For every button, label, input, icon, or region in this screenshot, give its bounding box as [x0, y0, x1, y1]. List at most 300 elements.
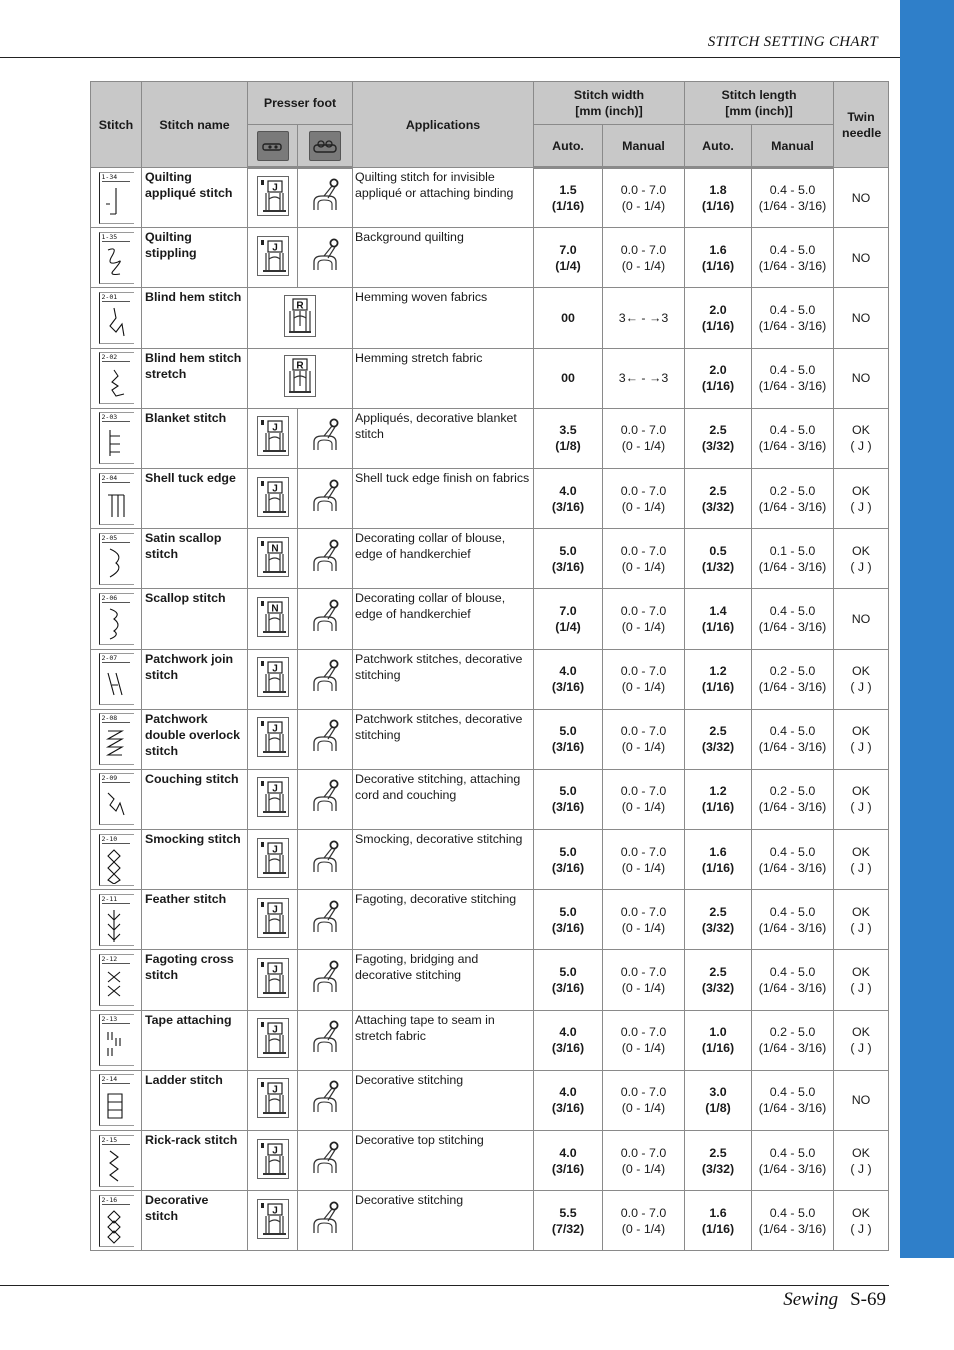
table-row	[91, 168, 889, 228]
stitch-code: 2-05	[101, 533, 118, 542]
table-row	[91, 769, 889, 829]
stitch-cell	[91, 228, 142, 288]
length-manual: 0.2 - 5.0 (1/64 - 3/16)	[752, 649, 834, 709]
twin-needle: OK ( J )	[834, 649, 889, 709]
stitch-pattern-icon	[104, 906, 128, 944]
width-auto: 5.0 (3/16)	[534, 830, 603, 890]
width-auto: 5.0 (3/16)	[534, 709, 603, 769]
presser-foot-o-icon	[308, 1139, 342, 1179]
stitch-pattern-icon	[104, 665, 128, 703]
presser-foot-j-icon	[257, 838, 289, 878]
presser-foot-o-icon	[308, 898, 342, 938]
presser-foot-j-icon	[257, 1078, 289, 1118]
stitch-code: 2-16	[101, 1195, 118, 1204]
svg-text:J: J	[271, 844, 278, 856]
width-auto: 7.0 (1/4)	[534, 228, 603, 288]
stitch-cell	[91, 769, 142, 829]
stitch-pattern-icon	[104, 485, 128, 523]
header-divider	[0, 57, 900, 58]
stitch-name: Blind hem stitch	[142, 288, 248, 348]
width-manual: 0.0 - 7.0 (0 - 1/4)	[603, 1191, 685, 1251]
stitch-icon	[99, 773, 134, 825]
stitch-pattern-icon	[104, 966, 128, 1004]
application-text: Fagoting, bridging and decorative stitching	[353, 950, 534, 1010]
width-auto: 00	[534, 348, 603, 408]
length-manual: 0.1 - 5.0 (1/64 - 3/16)	[752, 529, 834, 589]
presser-foot-cell	[298, 769, 353, 829]
length-manual: 0.4 - 5.0 (1/64 - 3/16)	[752, 950, 834, 1010]
svg-text:J: J	[271, 964, 278, 976]
presser-foot-o-icon	[308, 838, 342, 878]
application-text: Fagoting, decorative stitching	[353, 890, 534, 950]
table-row	[91, 1010, 889, 1070]
presser-foot-cell	[248, 890, 298, 950]
twin-needle: NO	[834, 589, 889, 649]
table-row	[91, 589, 889, 649]
svg-text:R: R	[296, 300, 304, 312]
footer-section: Sewing	[783, 1289, 839, 1310]
stitch-icon	[99, 834, 134, 886]
presser-foot-o-icon	[308, 1018, 342, 1058]
length-auto: 1.4 (1/16)	[685, 589, 752, 649]
width-manual: 0.0 - 7.0 (0 - 1/4)	[603, 468, 685, 528]
presser-foot-cell	[248, 1070, 298, 1130]
presser-foot-cell	[248, 288, 353, 348]
twin-needle: OK ( J )	[834, 468, 889, 528]
application-text: Decorative top stitching	[353, 1131, 534, 1191]
header-foot-icon-2	[298, 125, 353, 168]
stitch-name: Blanket stitch	[142, 408, 248, 468]
presser-foot-o-icon	[308, 717, 342, 757]
width-manual: 0.0 - 7.0 (0 - 1/4)	[603, 1070, 685, 1130]
application-text: Decorative stitching	[353, 1070, 534, 1130]
presser-foot-o-icon	[308, 958, 342, 998]
header-stitch-length: Stitch length [mm (inch)]	[685, 82, 834, 125]
svg-text:N: N	[270, 543, 279, 555]
table-row	[91, 890, 889, 950]
presser-foot-o-icon	[308, 236, 342, 276]
stitch-code: 2-01	[101, 292, 118, 301]
svg-text:R: R	[296, 360, 304, 372]
table-row	[91, 1070, 889, 1130]
stitch-icon	[99, 292, 134, 344]
length-auto: 3.0 (1/8)	[685, 1070, 752, 1130]
width-auto: 7.0 (1/4)	[534, 589, 603, 649]
header-foot-icon-1	[248, 125, 298, 168]
stitch-code: 2-08	[101, 714, 118, 723]
stitch-cell	[91, 589, 142, 649]
presser-foot-j-icon	[257, 958, 289, 998]
presser-foot-walking-icon	[309, 131, 341, 161]
stitch-icon	[99, 533, 134, 585]
stitch-code: 2-10	[101, 834, 118, 843]
stitch-code: 2-07	[101, 654, 118, 663]
stitch-code: 2-06	[101, 593, 118, 602]
width-manual: 0.0 - 7.0 (0 - 1/4)	[603, 228, 685, 288]
twin-needle: OK ( J )	[834, 830, 889, 890]
length-manual: 0.4 - 5.0 (1/64 - 3/16)	[752, 168, 834, 228]
stitch-code: 2-03	[101, 413, 118, 422]
stitch-icon	[99, 1074, 134, 1126]
length-manual: 0.4 - 5.0 (1/64 - 3/16)	[752, 1131, 834, 1191]
footer-divider	[0, 1285, 889, 1286]
presser-foot-cell	[298, 168, 353, 228]
presser-foot-attach-icon	[257, 131, 289, 161]
presser-foot-cell	[248, 468, 298, 528]
stitch-code: 2-15	[101, 1135, 118, 1144]
application-text: Shell tuck edge finish on fabrics	[353, 468, 534, 528]
stitch-name: Satin scallop stitch	[142, 529, 248, 589]
stitch-cell	[91, 1191, 142, 1251]
stitch-pattern-icon	[104, 846, 128, 884]
header-width-auto: Auto.	[534, 125, 603, 168]
width-auto: 5.0 (3/16)	[534, 950, 603, 1010]
presser-foot-cell	[298, 589, 353, 649]
width-manual: 0.0 - 7.0 (0 - 1/4)	[603, 589, 685, 649]
presser-foot-o-icon	[308, 1078, 342, 1118]
length-auto: 2.5 (3/32)	[685, 950, 752, 1010]
stitch-cell	[91, 529, 142, 589]
header-twin-needle: Twin needle	[834, 82, 889, 168]
presser-foot-cell	[298, 468, 353, 528]
width-manual: 0.0 - 7.0 (0 - 1/4)	[603, 890, 685, 950]
header-width-manual: Manual	[603, 125, 685, 168]
length-auto: 1.6 (1/16)	[685, 830, 752, 890]
width-manual: 0.0 - 7.0 (0 - 1/4)	[603, 1131, 685, 1191]
stitch-cell	[91, 168, 142, 228]
width-manual: 0.0 - 7.0 (0 - 1/4)	[603, 408, 685, 468]
width-auto: 4.0 (3/16)	[534, 1131, 603, 1191]
presser-foot-cell	[248, 348, 353, 408]
presser-foot-cell	[248, 649, 298, 709]
header-length-auto: Auto.	[685, 125, 752, 168]
length-auto: 1.6 (1/16)	[685, 1191, 752, 1251]
length-auto: 1.2 (1/16)	[685, 649, 752, 709]
stitch-pattern-icon	[104, 364, 128, 402]
table-row	[91, 709, 889, 769]
presser-foot-cell	[248, 589, 298, 649]
presser-foot-j-icon	[257, 236, 289, 276]
svg-text:J: J	[271, 422, 278, 434]
width-auto: 4.0 (3/16)	[534, 1070, 603, 1130]
stitch-name: Tape attaching	[142, 1010, 248, 1070]
stitch-pattern-icon	[104, 1026, 128, 1064]
application-text: Decorating collar of blouse, edge of handkerchief	[353, 589, 534, 649]
presser-foot-cell	[298, 1070, 353, 1130]
length-auto: 1.8 (1/16)	[685, 168, 752, 228]
table-row	[91, 408, 889, 468]
svg-text:J: J	[271, 1205, 278, 1217]
presser-foot-cell	[248, 769, 298, 829]
presser-foot-j-icon	[257, 176, 289, 216]
stitch-code: 2-02	[101, 353, 118, 362]
svg-text:J: J	[271, 483, 278, 495]
twin-needle: OK ( J )	[834, 1010, 889, 1070]
stitch-name: Smocking stitch	[142, 830, 248, 890]
stitch-code: 2-09	[101, 774, 118, 783]
svg-text:J: J	[271, 1145, 278, 1157]
presser-foot-cell	[248, 1191, 298, 1251]
presser-foot-j-icon	[257, 717, 289, 757]
length-manual: 0.4 - 5.0 (1/64 - 3/16)	[752, 288, 834, 348]
header-stitch-width: Stitch width [mm (inch)]	[534, 82, 685, 125]
stitch-cell	[91, 348, 142, 408]
presser-foot-j-icon	[257, 777, 289, 817]
length-manual: 0.2 - 5.0 (1/64 - 3/16)	[752, 1010, 834, 1070]
presser-foot-cell	[248, 1131, 298, 1191]
width-auto: 4.0 (3/16)	[534, 649, 603, 709]
length-manual: 0.4 - 5.0 (1/64 - 3/16)	[752, 228, 834, 288]
application-text: Background quilting	[353, 228, 534, 288]
svg-text:J: J	[271, 783, 278, 795]
presser-foot-o-icon	[308, 477, 342, 517]
stitch-pattern-icon	[104, 1086, 128, 1124]
presser-foot-o-icon	[308, 597, 342, 637]
length-auto: 2.5 (3/32)	[685, 890, 752, 950]
application-text: Patchwork stitches, decorative stitching	[353, 649, 534, 709]
page-number: S-69	[850, 1289, 886, 1310]
twin-needle: OK ( J )	[834, 1131, 889, 1191]
application-text: Hemming woven fabrics	[353, 288, 534, 348]
presser-foot-j-icon	[257, 898, 289, 938]
width-manual: 0.0 - 7.0 (0 - 1/4)	[603, 529, 685, 589]
presser-foot-o-icon	[308, 657, 342, 697]
stitch-icon	[99, 232, 134, 284]
application-text: Hemming stretch fabric	[353, 348, 534, 408]
width-manual: 0.0 - 7.0 (0 - 1/4)	[603, 709, 685, 769]
stitch-pattern-icon	[104, 304, 128, 342]
svg-text:J: J	[271, 242, 278, 254]
stitch-icon	[99, 473, 134, 525]
svg-text:J: J	[271, 904, 278, 916]
stitch-icon	[99, 1195, 134, 1247]
stitch-icon	[99, 1014, 134, 1066]
width-auto: 4.0 (3/16)	[534, 468, 603, 528]
stitch-icon	[99, 713, 134, 765]
length-manual: 0.4 - 5.0 (1/64 - 3/16)	[752, 348, 834, 408]
stitch-pattern-icon	[104, 424, 128, 462]
length-manual: 0.2 - 5.0 (1/64 - 3/16)	[752, 468, 834, 528]
presser-foot-o-icon	[308, 176, 342, 216]
stitch-cell	[91, 830, 142, 890]
table-row	[91, 228, 889, 288]
table-row	[91, 649, 889, 709]
length-auto: 2.5 (3/32)	[685, 468, 752, 528]
twin-needle: OK ( J )	[834, 529, 889, 589]
length-manual: 0.4 - 5.0 (1/64 - 3/16)	[752, 1191, 834, 1251]
presser-foot-j-icon	[257, 1139, 289, 1179]
stitch-name: Quilting appliqué stitch	[142, 168, 248, 228]
presser-foot-cell	[298, 1131, 353, 1191]
stitch-cell	[91, 468, 142, 528]
svg-text:J: J	[271, 723, 278, 735]
stitch-cell	[91, 709, 142, 769]
header-applications: Applications	[353, 82, 534, 168]
stitch-code: 2-12	[101, 955, 118, 964]
stitch-name: Couching stitch	[142, 769, 248, 829]
application-text: Appliqués, decorative blanket stitch	[353, 408, 534, 468]
presser-foot-cell	[298, 1191, 353, 1251]
table-row	[91, 348, 889, 408]
application-text: Attaching tape to seam in stretch fabric	[353, 1010, 534, 1070]
width-manual: 3← - →3	[603, 348, 685, 408]
presser-foot-cell	[248, 830, 298, 890]
width-auto: 5.0 (3/16)	[534, 890, 603, 950]
svg-text:J: J	[271, 1024, 278, 1036]
length-auto: 1.6 (1/16)	[685, 228, 752, 288]
length-auto: 2.5 (3/32)	[685, 709, 752, 769]
presser-foot-j-icon	[257, 1199, 289, 1239]
stitch-icon	[99, 894, 134, 946]
length-manual: 0.4 - 5.0 (1/64 - 3/16)	[752, 1070, 834, 1130]
presser-foot-cell	[248, 529, 298, 589]
presser-foot-cell	[248, 950, 298, 1010]
presser-foot-j-icon	[257, 477, 289, 517]
length-manual: 0.4 - 5.0 (1/64 - 3/16)	[752, 709, 834, 769]
stitch-icon	[99, 593, 134, 645]
width-manual: 0.0 - 7.0 (0 - 1/4)	[603, 168, 685, 228]
stitch-code: 2-14	[101, 1075, 118, 1084]
length-auto: 2.0 (1/16)	[685, 288, 752, 348]
stitch-name: Ladder stitch	[142, 1070, 248, 1130]
header-length-manual: Manual	[752, 125, 834, 168]
page-header-title: STITCH SETTING CHART	[707, 34, 878, 50]
twin-needle: NO	[834, 348, 889, 408]
presser-foot-cell	[298, 1010, 353, 1070]
table-row	[91, 950, 889, 1010]
presser-foot-o-icon	[308, 1199, 342, 1239]
presser-foot-cell	[298, 950, 353, 1010]
stitch-pattern-icon	[104, 184, 128, 222]
stitch-cell	[91, 1010, 142, 1070]
width-auto: 00	[534, 288, 603, 348]
stitch-cell	[91, 1070, 142, 1130]
width-manual: 0.0 - 7.0 (0 - 1/4)	[603, 649, 685, 709]
presser-foot-j-icon	[257, 657, 289, 697]
presser-foot-j-icon	[257, 1018, 289, 1058]
length-auto: 1.0 (1/16)	[685, 1010, 752, 1070]
presser-foot-o-icon	[308, 416, 342, 456]
stitch-name: Fagoting cross stitch	[142, 950, 248, 1010]
twin-needle: NO	[834, 168, 889, 228]
svg-text:J: J	[271, 663, 278, 675]
stitch-pattern-icon	[104, 244, 128, 282]
stitch-name: Patchwork join stitch	[142, 649, 248, 709]
stitch-pattern-icon	[104, 545, 128, 583]
stitch-code: 2-13	[101, 1015, 118, 1024]
presser-foot-j-icon	[257, 416, 289, 456]
application-text: Quilting stitch for invisible appliqué or attaching binding	[353, 168, 534, 228]
stitch-pattern-icon	[104, 725, 128, 763]
width-auto: 5.0 (3/16)	[534, 769, 603, 829]
stitch-cell	[91, 649, 142, 709]
stitch-cell	[91, 288, 142, 348]
header-presser-foot: Presser foot	[248, 82, 353, 125]
twin-needle: OK ( J )	[834, 1191, 889, 1251]
presser-foot-r-icon	[284, 355, 316, 397]
presser-foot-o-icon	[308, 777, 342, 817]
width-auto: 5.0 (3/16)	[534, 529, 603, 589]
table-body	[91, 168, 889, 1251]
presser-foot-cell	[248, 1010, 298, 1070]
table-row	[91, 529, 889, 589]
presser-foot-cell	[298, 529, 353, 589]
stitch-name: Blind hem stitch stretch	[142, 348, 248, 408]
length-auto: 2.5 (3/32)	[685, 1131, 752, 1191]
twin-needle: NO	[834, 288, 889, 348]
stitch-code: 1-34	[101, 172, 118, 181]
length-manual: 0.2 - 5.0 (1/64 - 3/16)	[752, 769, 834, 829]
width-auto: 1.5 (1/16)	[534, 168, 603, 228]
presser-foot-cell	[298, 408, 353, 468]
twin-needle: OK ( J )	[834, 709, 889, 769]
table-row	[91, 288, 889, 348]
length-auto: 2.0 (1/16)	[685, 348, 752, 408]
twin-needle: NO	[834, 228, 889, 288]
stitch-setting-table	[90, 81, 889, 1251]
presser-foot-n-icon	[257, 537, 289, 577]
application-text: Decorating collar of blouse, edge of handkerchief	[353, 529, 534, 589]
stitch-icon	[99, 172, 134, 224]
presser-foot-cell	[298, 709, 353, 769]
page-footer	[783, 1289, 886, 1311]
header-stitch: Stitch	[91, 82, 142, 168]
stitch-pattern-icon	[104, 785, 128, 823]
presser-foot-cell	[298, 830, 353, 890]
length-manual: 0.4 - 5.0 (1/64 - 3/16)	[752, 408, 834, 468]
stitch-icon	[99, 653, 134, 705]
stitch-icon	[99, 954, 134, 1006]
table-row	[91, 1191, 889, 1251]
stitch-cell	[91, 890, 142, 950]
twin-needle: OK ( J )	[834, 950, 889, 1010]
stitch-name: Patchwork double overlock stitch	[142, 709, 248, 769]
section-side-tab	[900, 0, 954, 1258]
width-manual: 3← - →3	[603, 288, 685, 348]
length-auto: 1.2 (1/16)	[685, 769, 752, 829]
svg-text:N: N	[270, 603, 279, 615]
width-manual: 0.0 - 7.0 (0 - 1/4)	[603, 1010, 685, 1070]
presser-foot-r-icon	[284, 295, 316, 337]
stitch-icon	[99, 352, 134, 404]
presser-foot-cell	[248, 709, 298, 769]
stitch-cell	[91, 1131, 142, 1191]
length-auto: 2.5 (3/32)	[685, 408, 752, 468]
presser-foot-cell	[248, 228, 298, 288]
presser-foot-o-icon	[308, 537, 342, 577]
width-auto: 3.5 (1/8)	[534, 408, 603, 468]
stitch-cell	[91, 408, 142, 468]
stitch-name: Scallop stitch	[142, 589, 248, 649]
width-auto: 4.0 (3/16)	[534, 1010, 603, 1070]
length-manual: 0.4 - 5.0 (1/64 - 3/16)	[752, 830, 834, 890]
twin-needle: OK ( J )	[834, 769, 889, 829]
stitch-icon	[99, 412, 134, 464]
header-stitch-name: Stitch name	[142, 82, 248, 168]
width-auto: 5.5 (7/32)	[534, 1191, 603, 1251]
presser-foot-cell	[248, 408, 298, 468]
presser-foot-cell	[298, 649, 353, 709]
twin-needle: NO	[834, 1070, 889, 1130]
presser-foot-cell	[298, 228, 353, 288]
table-row	[91, 468, 889, 528]
stitch-code: 2-04	[101, 473, 118, 482]
stitch-pattern-icon	[104, 605, 128, 643]
stitch-name: Shell tuck edge	[142, 468, 248, 528]
stitch-code: 1-35	[101, 232, 118, 241]
width-manual: 0.0 - 7.0 (0 - 1/4)	[603, 950, 685, 1010]
application-text: Patchwork stitches, decorative stitching	[353, 709, 534, 769]
